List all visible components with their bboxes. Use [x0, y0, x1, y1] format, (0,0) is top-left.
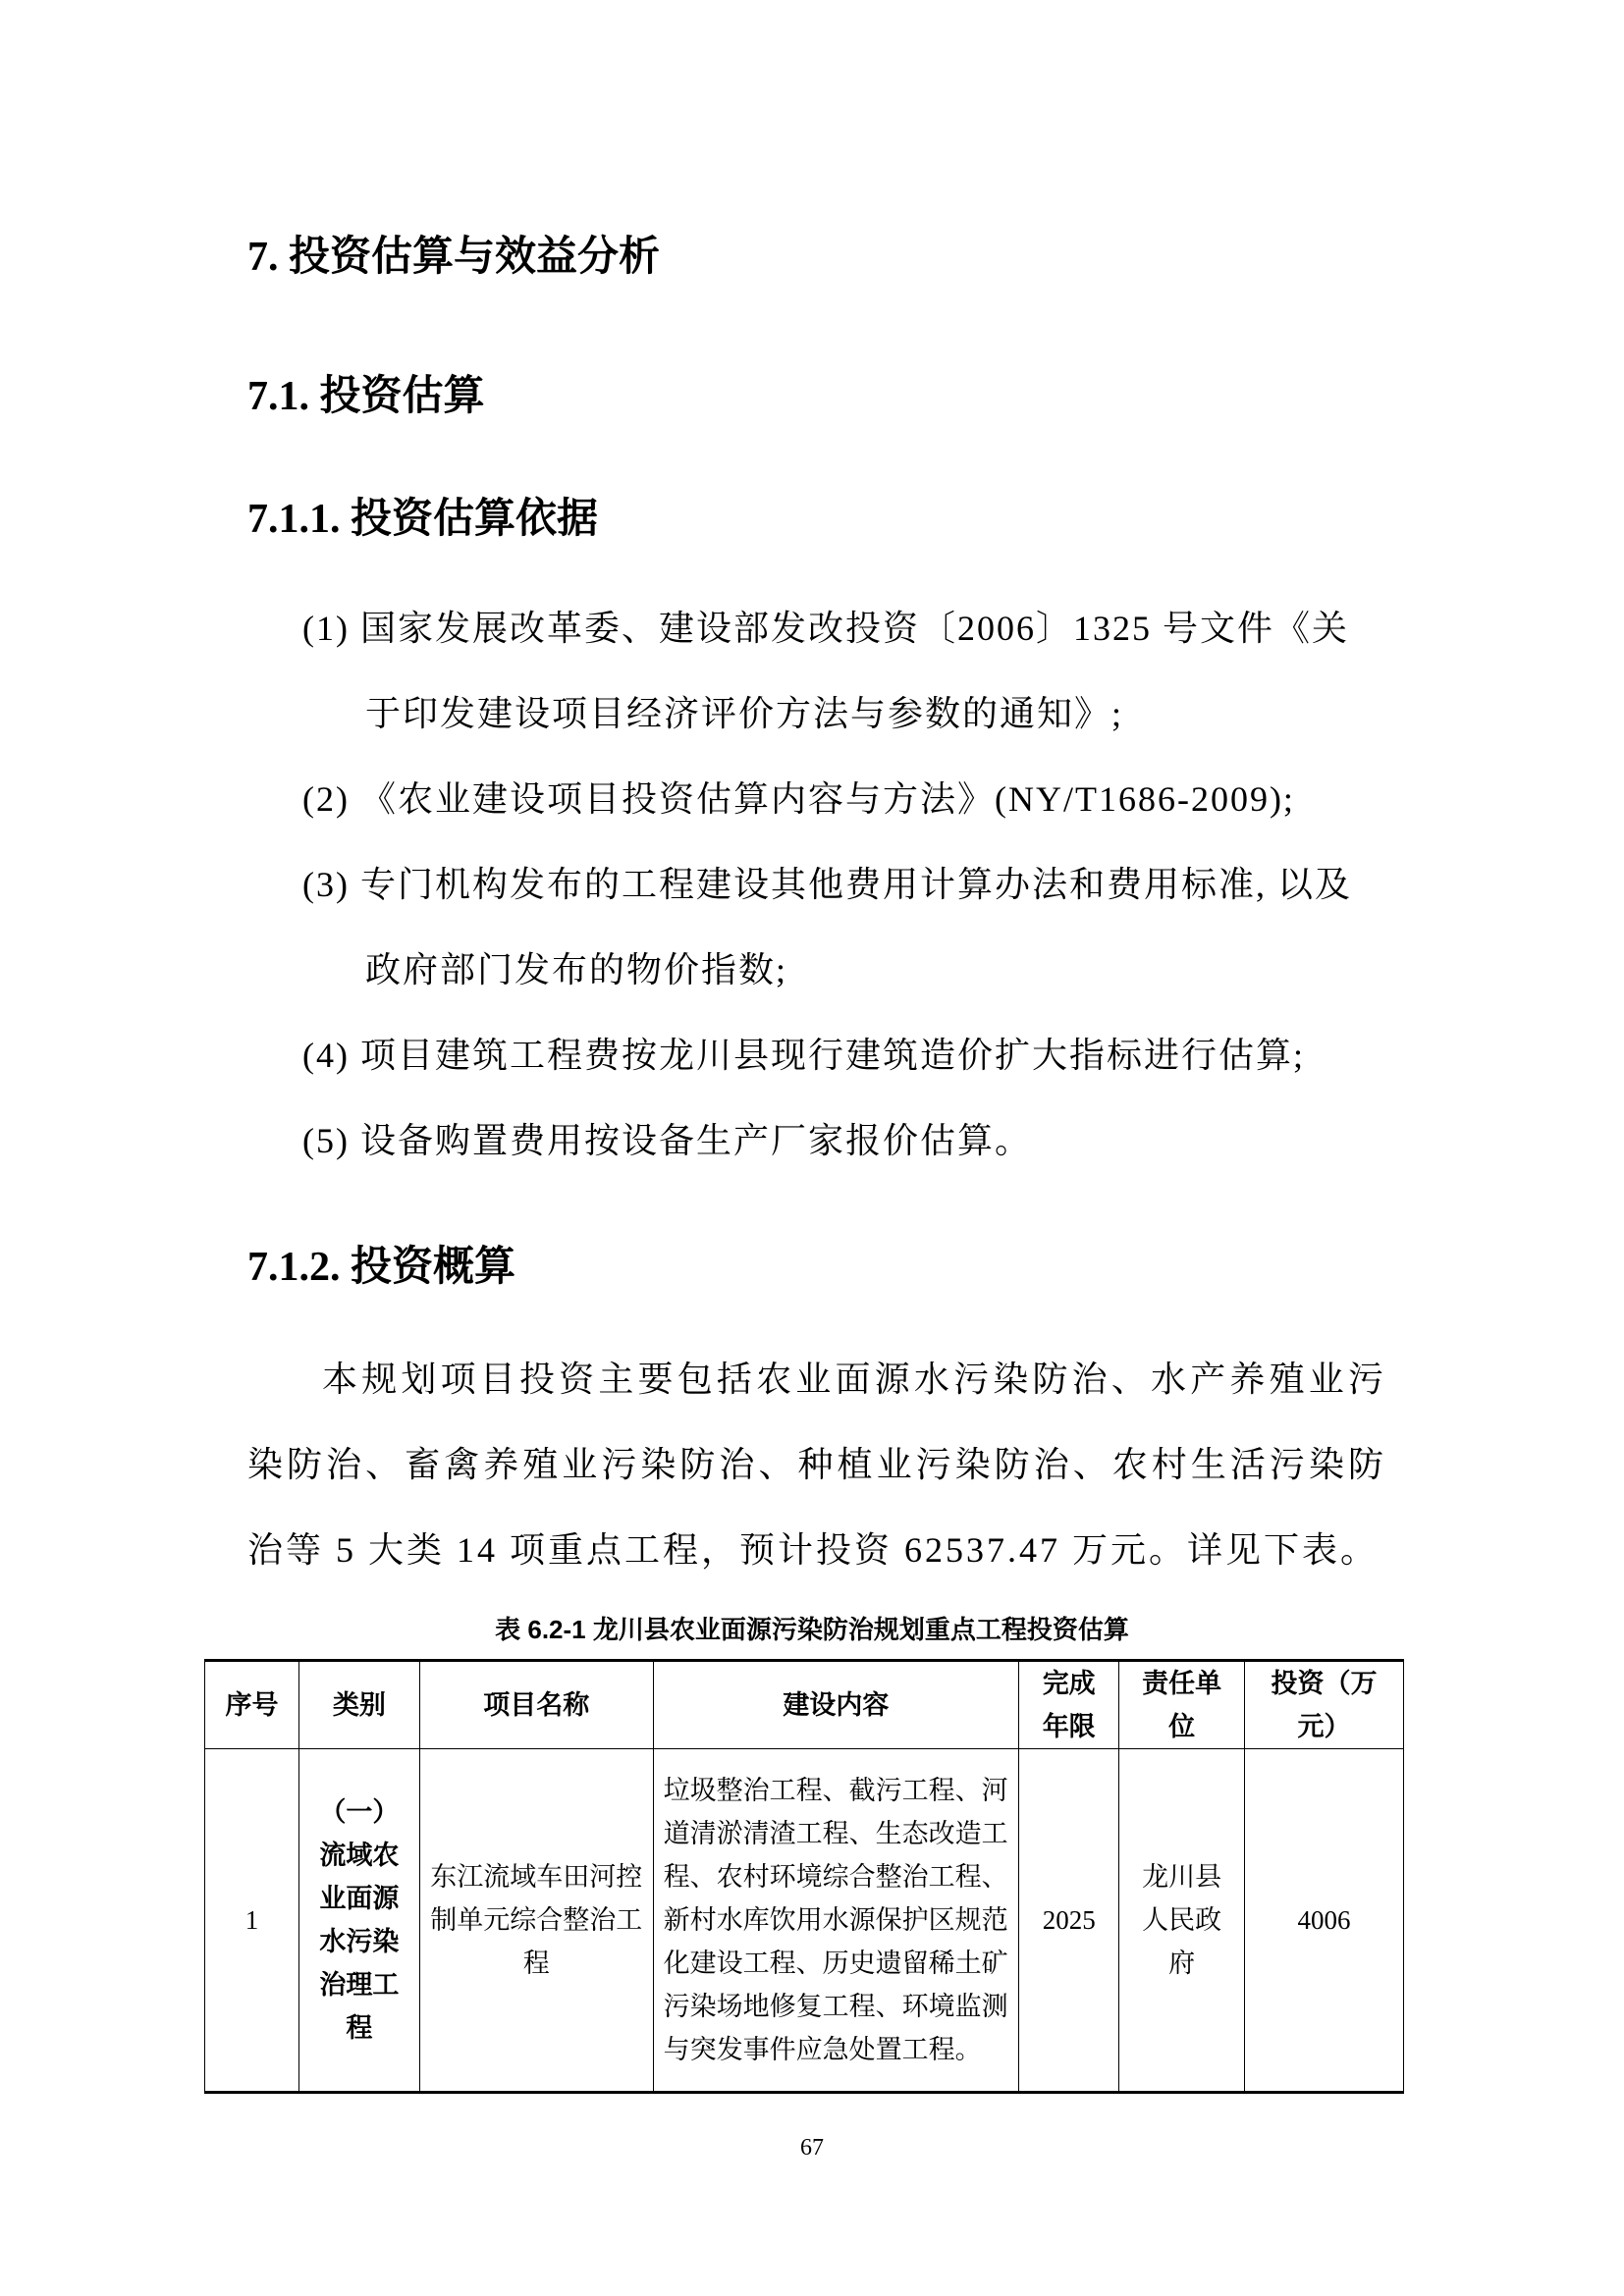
- cell-no: 1: [205, 1749, 299, 2093]
- page-number: 67: [800, 2135, 824, 2161]
- subsection-heading-estimate: 7.1.2. 投资概算: [247, 1245, 516, 1290]
- cell-name: 东江流域车田河控制单元综合整治工程: [419, 1749, 653, 2093]
- header-unit: 责任单位: [1119, 1661, 1245, 1749]
- header-year: 完成年限: [1019, 1661, 1119, 1749]
- header-no: 序号: [205, 1661, 299, 1749]
- cell-investment: 4006: [1245, 1749, 1404, 2093]
- estimate-paragraph: 本规划项目投资主要包括农业面源水污染防治、水产养殖业污染防治、畜禽养殖业污染防治、种植业污染防治、农村生活污染防治等 5 大类 14 项重点工程，预计投资 62537.47 万元。详见下表。: [247, 1360, 1386, 1570]
- basis-item-3: (3) 专门机构发布的工程建设其他费用计算办法和费用标准, 以及: [302, 865, 1352, 904]
- header-category: 类别: [298, 1661, 419, 1749]
- basis-item-1-cont: 于印发建设项目经济评价方法与参数的通知》;: [365, 694, 1124, 733]
- cell-category: （一）流域农业面源水污染治理工程: [298, 1749, 419, 2093]
- cell-year: 2025: [1019, 1749, 1119, 2093]
- header-content: 建设内容: [653, 1661, 1019, 1749]
- basis-item-1: (1) 国家发展改革委、建设部发改投资〔2006〕1325 号文件《关: [302, 609, 1349, 648]
- subsection-heading-basis: 7.1.1. 投资估算依据: [247, 497, 599, 542]
- table-row: [205, 1749, 1404, 2093]
- chapter-heading: 7. 投资估算与效益分析: [247, 235, 661, 280]
- basis-item-4: (4) 项目建筑工程费按龙川县现行建筑造价扩大指标进行估算;: [302, 1036, 1305, 1075]
- header-investment: 投资（万元）: [1245, 1661, 1404, 1749]
- table-caption: 表 6.2-1 龙川县农业面源污染防治规划重点工程投资估算: [495, 1615, 1129, 1644]
- header-name: 项目名称: [419, 1661, 653, 1749]
- basis-item-5: (5) 设备购置费用按设备生产厂家报价估算。: [302, 1121, 1032, 1160]
- cell-unit: 龙川县人民政府: [1119, 1749, 1245, 2093]
- investment-table: [204, 1659, 1404, 2094]
- section-heading: 7.1. 投资估算: [247, 374, 485, 419]
- basis-item-3-cont: 政府部门发布的物价指数;: [365, 950, 788, 989]
- table-header-row: [205, 1661, 1404, 1749]
- cell-content: 垃圾整治工程、截污工程、河道清淤清渣工程、生态改造工程、农村环境综合整治工程、新村水库饮用水源保护区规范化建设工程、历史遗留稀土矿污染场地修复工程、环境监测与突发事件应急处置工程。: [653, 1749, 1019, 2093]
- basis-item-2: (2) 《农业建设项目投资估算内容与方法》(NY/T1686-2009);: [302, 779, 1295, 819]
